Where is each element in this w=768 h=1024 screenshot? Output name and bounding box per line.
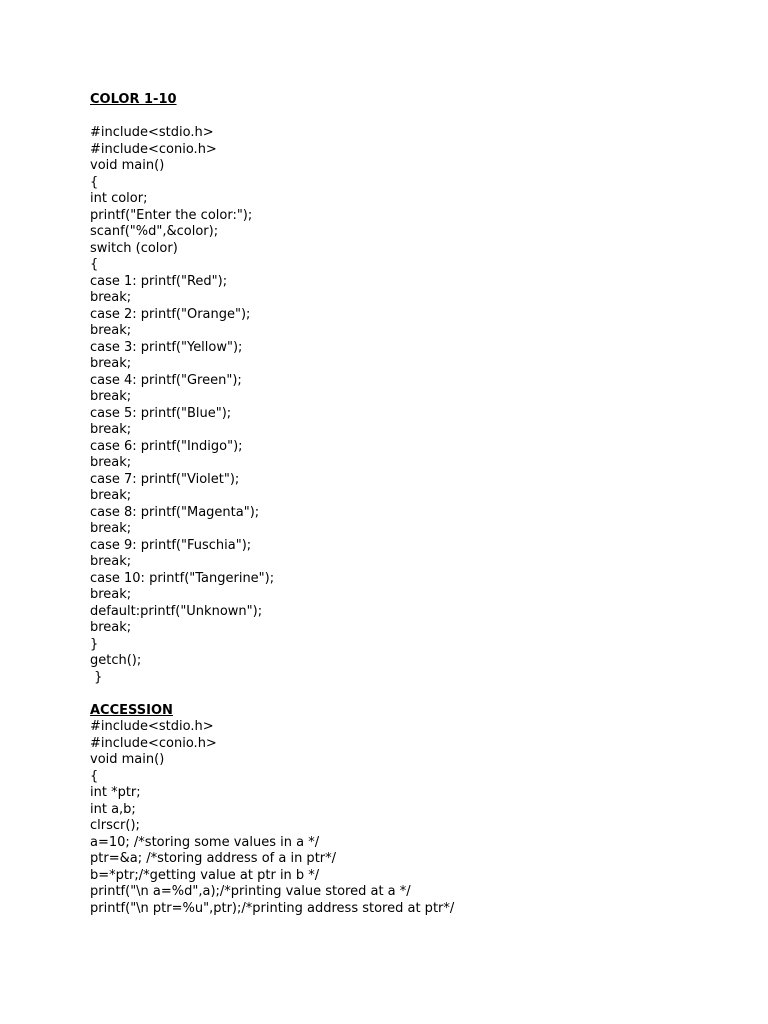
code-line: void main() xyxy=(90,158,165,173)
code-line: getch(); xyxy=(90,653,142,668)
code-line: break; xyxy=(90,323,132,338)
code-line: int color; xyxy=(90,191,148,206)
code-line: case 9: printf("Fuschia"); xyxy=(90,537,252,553)
code-line: switch (color) xyxy=(90,240,178,256)
code-line: a=10; /*storing some values in a */ xyxy=(90,834,320,850)
code-line: break; xyxy=(90,488,132,503)
code-line: case 1: printf("Red"); xyxy=(90,273,228,289)
code-line: case 6: printf("Indigo"); xyxy=(90,438,243,454)
blank-line xyxy=(90,109,730,126)
document-content xyxy=(90,92,730,917)
code-line: int *ptr; xyxy=(90,785,141,800)
code-line: break; xyxy=(90,455,132,470)
code-block-color xyxy=(90,125,730,686)
code-line: break; xyxy=(90,290,132,305)
code-line: printf("Enter the color:"); xyxy=(90,207,253,223)
code-line: } xyxy=(90,669,103,685)
code-line: break; xyxy=(90,587,132,602)
code-line: case 2: printf("Orange"); xyxy=(90,306,251,322)
code-line: break; xyxy=(90,521,132,536)
code-line: #include<stdio.h> xyxy=(90,719,214,734)
code-line: { xyxy=(90,174,99,190)
code-line: void main() xyxy=(90,752,165,767)
code-line: case 10: printf("Tangerine"); xyxy=(90,570,275,586)
code-line: break; xyxy=(90,389,132,404)
blank-line xyxy=(90,686,730,703)
code-line: ptr=&a; /*storing address of a in ptr*/ xyxy=(90,851,337,866)
code-line: default:printf("Unknown"); xyxy=(90,603,263,619)
code-line: break; xyxy=(90,554,132,569)
code-line: break; xyxy=(90,422,132,437)
code-line: clrscr(); xyxy=(90,818,140,833)
code-line: printf("\n a=%d",a);/*printing value stored at a */ xyxy=(90,884,411,899)
code-line: { xyxy=(90,257,99,272)
code-line: } xyxy=(90,636,99,652)
code-line: int a,b; xyxy=(90,801,136,817)
code-block-accession xyxy=(90,719,730,917)
section-heading-color: COLOR 1-10 xyxy=(90,92,177,107)
code-line: case 7: printf("Violet"); xyxy=(90,471,240,487)
code-line: printf("\n ptr=%u",ptr);/*printing address stored at ptr*/ xyxy=(90,900,455,916)
code-line: break; xyxy=(90,620,132,635)
code-line: #include<stdio.h> xyxy=(90,125,214,140)
code-line: #include<conio.h> xyxy=(90,735,217,751)
code-line: scanf("%d",&color); xyxy=(90,224,219,239)
code-line: b=*ptr;/*getting value at ptr in b */ xyxy=(90,867,320,883)
code-line: case 4: printf("Green"); xyxy=(90,372,242,388)
section-heading-accession: ACCESSION xyxy=(90,702,173,718)
code-line: { xyxy=(90,768,99,784)
code-line: break; xyxy=(90,356,132,371)
code-line: case 5: printf("Blue"); xyxy=(90,405,232,421)
code-line: case 3: printf("Yellow"); xyxy=(90,339,243,355)
code-line: case 8: printf("Magenta"); xyxy=(90,504,260,520)
code-line: #include<conio.h> xyxy=(90,141,217,157)
